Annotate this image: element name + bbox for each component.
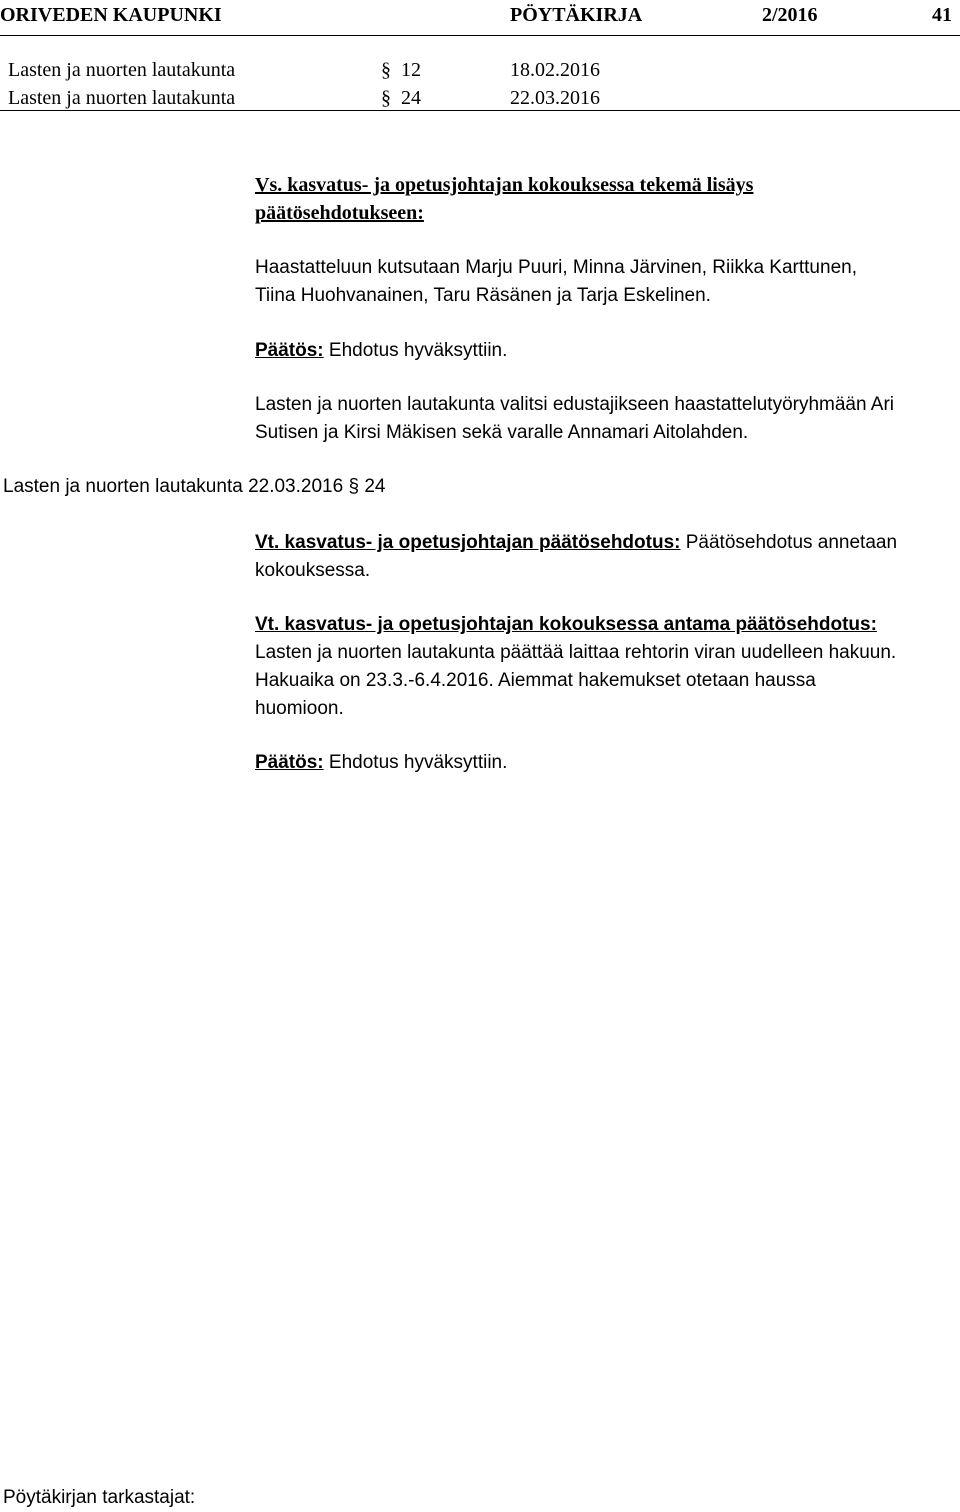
section-sign: § [348, 476, 360, 497]
decision-text: Ehdotus hyväksyttiin. [323, 340, 508, 361]
document-type: PÖYTÄKIRJA [510, 4, 643, 26]
ref-section: 12 [401, 59, 421, 81]
section-marker-number: 24 [364, 476, 386, 497]
document-number: 2/2016 [762, 4, 818, 26]
addition-heading: Vs. kasvatus- ja opetusjohtajan kokouksessa tekemä lisäys [255, 174, 754, 196]
organization-name: ORIVEDEN KAUPUNKI [0, 4, 222, 26]
header-divider [0, 35, 960, 36]
ref-date: 22.03.2016 [510, 87, 600, 109]
section-marker-body: Lasten ja nuorten lautakunta 22.03.2016 [3, 476, 344, 497]
decision-line [255, 751, 507, 775]
addition-heading-cont: päätösehdotukseen: [255, 202, 424, 224]
section-sign: § [381, 87, 391, 109]
invitation-text-cont: Tiina Huohvanainen, Taru Räsänen ja Tarja Eskelinen. [255, 285, 711, 306]
decision-label: Päätös: [255, 340, 324, 361]
meeting-proposal-text: Lasten ja nuorten lautakunta päättää laittaa rehtorin viran uudelleen hakuun. [255, 642, 897, 663]
committee-note: Lasten ja nuorten lautakunta valitsi edustajikseen haastattelutyöryhmään Ari [255, 394, 895, 415]
ref-body: Lasten ja nuorten lautakunta [8, 87, 236, 109]
ref-date: 18.02.2016 [510, 59, 600, 81]
section-marker [3, 475, 385, 499]
proposal-text-cont: kokouksessa. [255, 560, 371, 581]
meeting-proposal-label: Vt. kasvatus- ja opetusjohtajan kokouksessa antama päätösehdotus: [255, 614, 877, 635]
ref-body: Lasten ja nuorten lautakunta [8, 59, 236, 81]
meeting-proposal-text-cont: Hakuaika on 23.3.-6.4.2016. Aiemmat hakemukset otetaan haussa [255, 670, 816, 691]
decision-line [255, 339, 507, 363]
refs-divider [0, 110, 960, 111]
section-sign: § [381, 59, 391, 81]
meeting-proposal-text-end: huomioon. [255, 698, 344, 719]
invitation-text: Haastatteluun kutsutaan Marju Puuri, Minna Järvinen, Riikka Karttunen, [255, 257, 857, 278]
proposal-text: Päätösehdotus annetaan [680, 532, 898, 553]
decision-label: Päätös: [255, 752, 324, 773]
reviewers-label: Pöytäkirjan tarkastajat: [3, 1487, 196, 1508]
ref-section: 24 [401, 87, 421, 109]
proposal-line [255, 531, 897, 555]
page-number: 41 [932, 4, 952, 26]
committee-note-cont: Sutisen ja Kirsi Mäkisen sekä varalle Annamari Aitolahden. [255, 422, 749, 443]
decision-text: Ehdotus hyväksyttiin. [323, 752, 508, 773]
proposal-label: Vt. kasvatus- ja opetusjohtajan päätösehdotus: [255, 532, 681, 553]
